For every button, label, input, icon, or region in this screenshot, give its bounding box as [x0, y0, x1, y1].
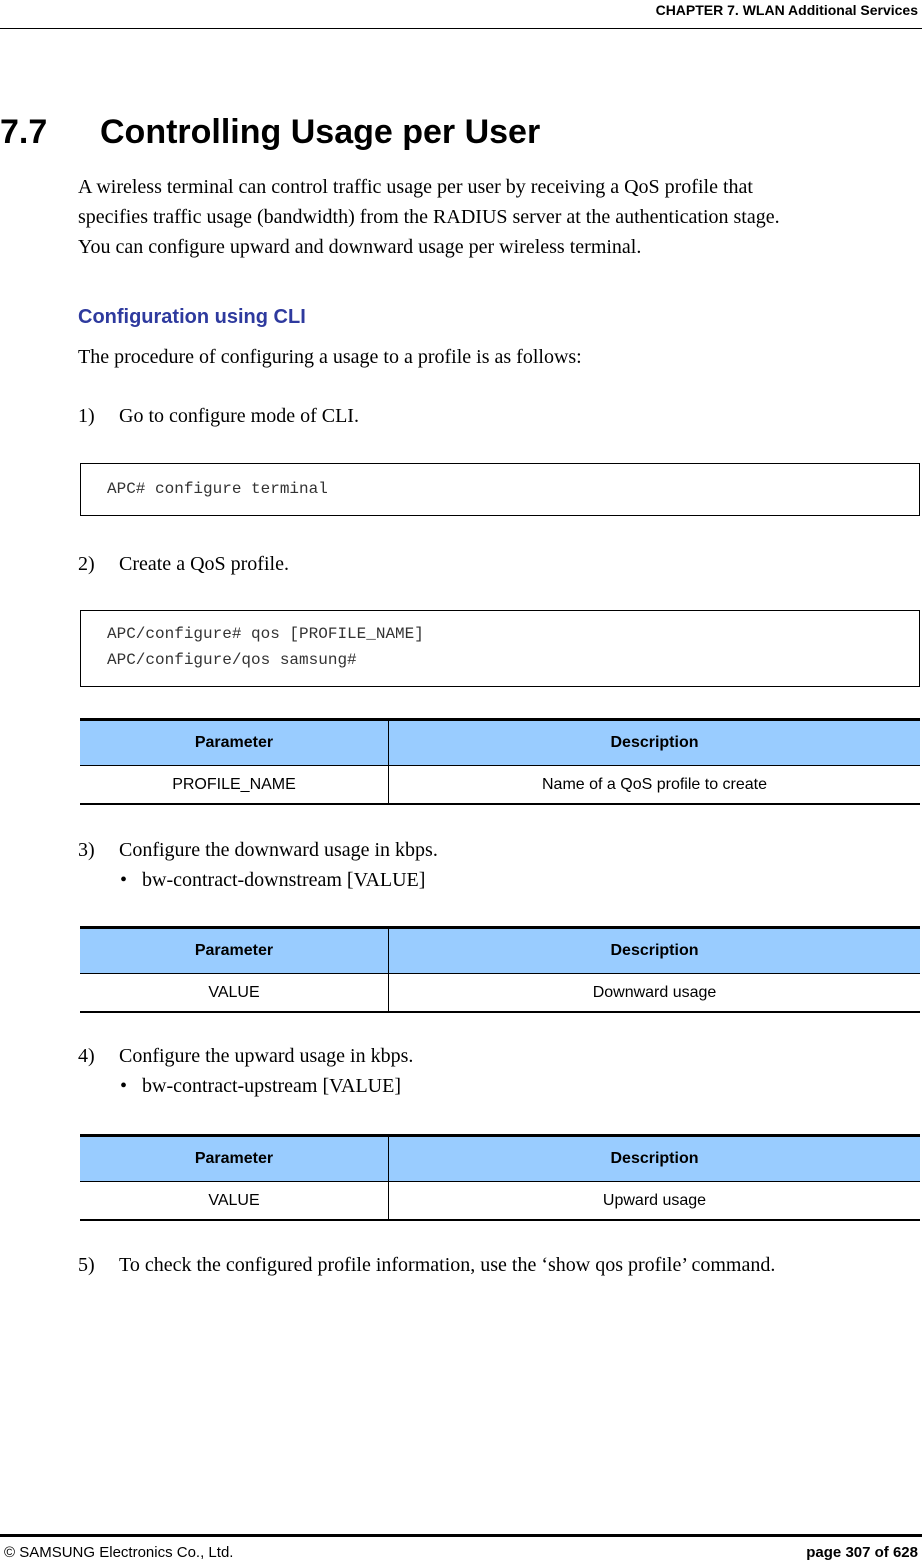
- column-header: Parameter: [80, 928, 389, 974]
- step-text: Create a QoS profile.: [119, 553, 289, 575]
- column-header: Description: [389, 720, 921, 766]
- column-header: Description: [389, 1136, 921, 1182]
- step-number: 2): [78, 553, 95, 575]
- page-footer: [0, 1534, 922, 1568]
- page-header: [0, 0, 922, 29]
- column-header: Parameter: [80, 1136, 389, 1182]
- table-cell: Downward usage: [389, 974, 921, 1013]
- table-cell: VALUE: [80, 1182, 389, 1221]
- code-block: [80, 610, 920, 687]
- parameter-table: [80, 926, 920, 1013]
- intro-line: You can configure upward and downward usage per wireless terminal.: [78, 236, 642, 258]
- table-cell: Name of a QoS profile to create: [389, 766, 921, 805]
- bullet-item: [120, 869, 425, 892]
- bullet-icon: •: [120, 1075, 128, 1097]
- procedure-intro: The procedure of configuring a usage to a profile is as follows:: [78, 346, 582, 368]
- subheading: Configuration using CLI: [78, 306, 306, 328]
- column-header: Description: [389, 928, 921, 974]
- intro-line: A wireless terminal can control traffic usage per user by receiving a QoS profile that: [78, 176, 753, 198]
- parameter-table: [80, 1134, 920, 1221]
- step-number: 5): [78, 1254, 95, 1276]
- page-number: page 307 of 628: [806, 1544, 918, 1561]
- code-line: APC# configure terminal: [107, 480, 328, 498]
- intro-line: specifies traffic usage (bandwidth) from the RADIUS server at the authentication stage.: [78, 206, 780, 228]
- chapter-title: CHAPTER 7. WLAN Additional Services: [655, 2, 918, 18]
- copyright: © SAMSUNG Electronics Co., Ltd.: [4, 1544, 234, 1561]
- code-line: APC/configure# qos [PROFILE_NAME]: [107, 625, 424, 643]
- step-number: 1): [78, 405, 95, 427]
- parameter-table: [80, 718, 920, 805]
- table-row: [80, 766, 920, 805]
- step-text: Configure the downward usage in kbps.: [119, 839, 438, 861]
- bullet-item: [120, 1075, 401, 1098]
- step-text: Configure the upward usage in kbps.: [119, 1045, 414, 1067]
- section-title: Controlling Usage per User: [100, 113, 541, 151]
- step-number: 4): [78, 1045, 95, 1067]
- bullet-text: bw-contract-downstream [VALUE]: [142, 869, 426, 891]
- bullet-icon: •: [120, 869, 128, 891]
- step-text: To check the configured profile information, use the ‘show qos profile’ command.: [119, 1254, 776, 1276]
- code-block: [80, 463, 920, 516]
- step-text: Go to configure mode of CLI.: [119, 405, 359, 427]
- table-cell: PROFILE_NAME: [80, 766, 389, 805]
- table-cell: VALUE: [80, 974, 389, 1013]
- table-header-row: [80, 928, 920, 974]
- code-line: APC/configure/qos samsung#: [107, 651, 357, 669]
- table-cell: Upward usage: [389, 1182, 921, 1221]
- column-header: Parameter: [80, 720, 389, 766]
- step-number: 3): [78, 839, 95, 861]
- table-row: [80, 974, 920, 1013]
- bullet-text: bw-contract-upstream [VALUE]: [142, 1075, 401, 1097]
- table-header-row: [80, 1136, 920, 1182]
- section-number: 7.7: [0, 113, 48, 151]
- table-header-row: [80, 720, 920, 766]
- table-row: [80, 1182, 920, 1221]
